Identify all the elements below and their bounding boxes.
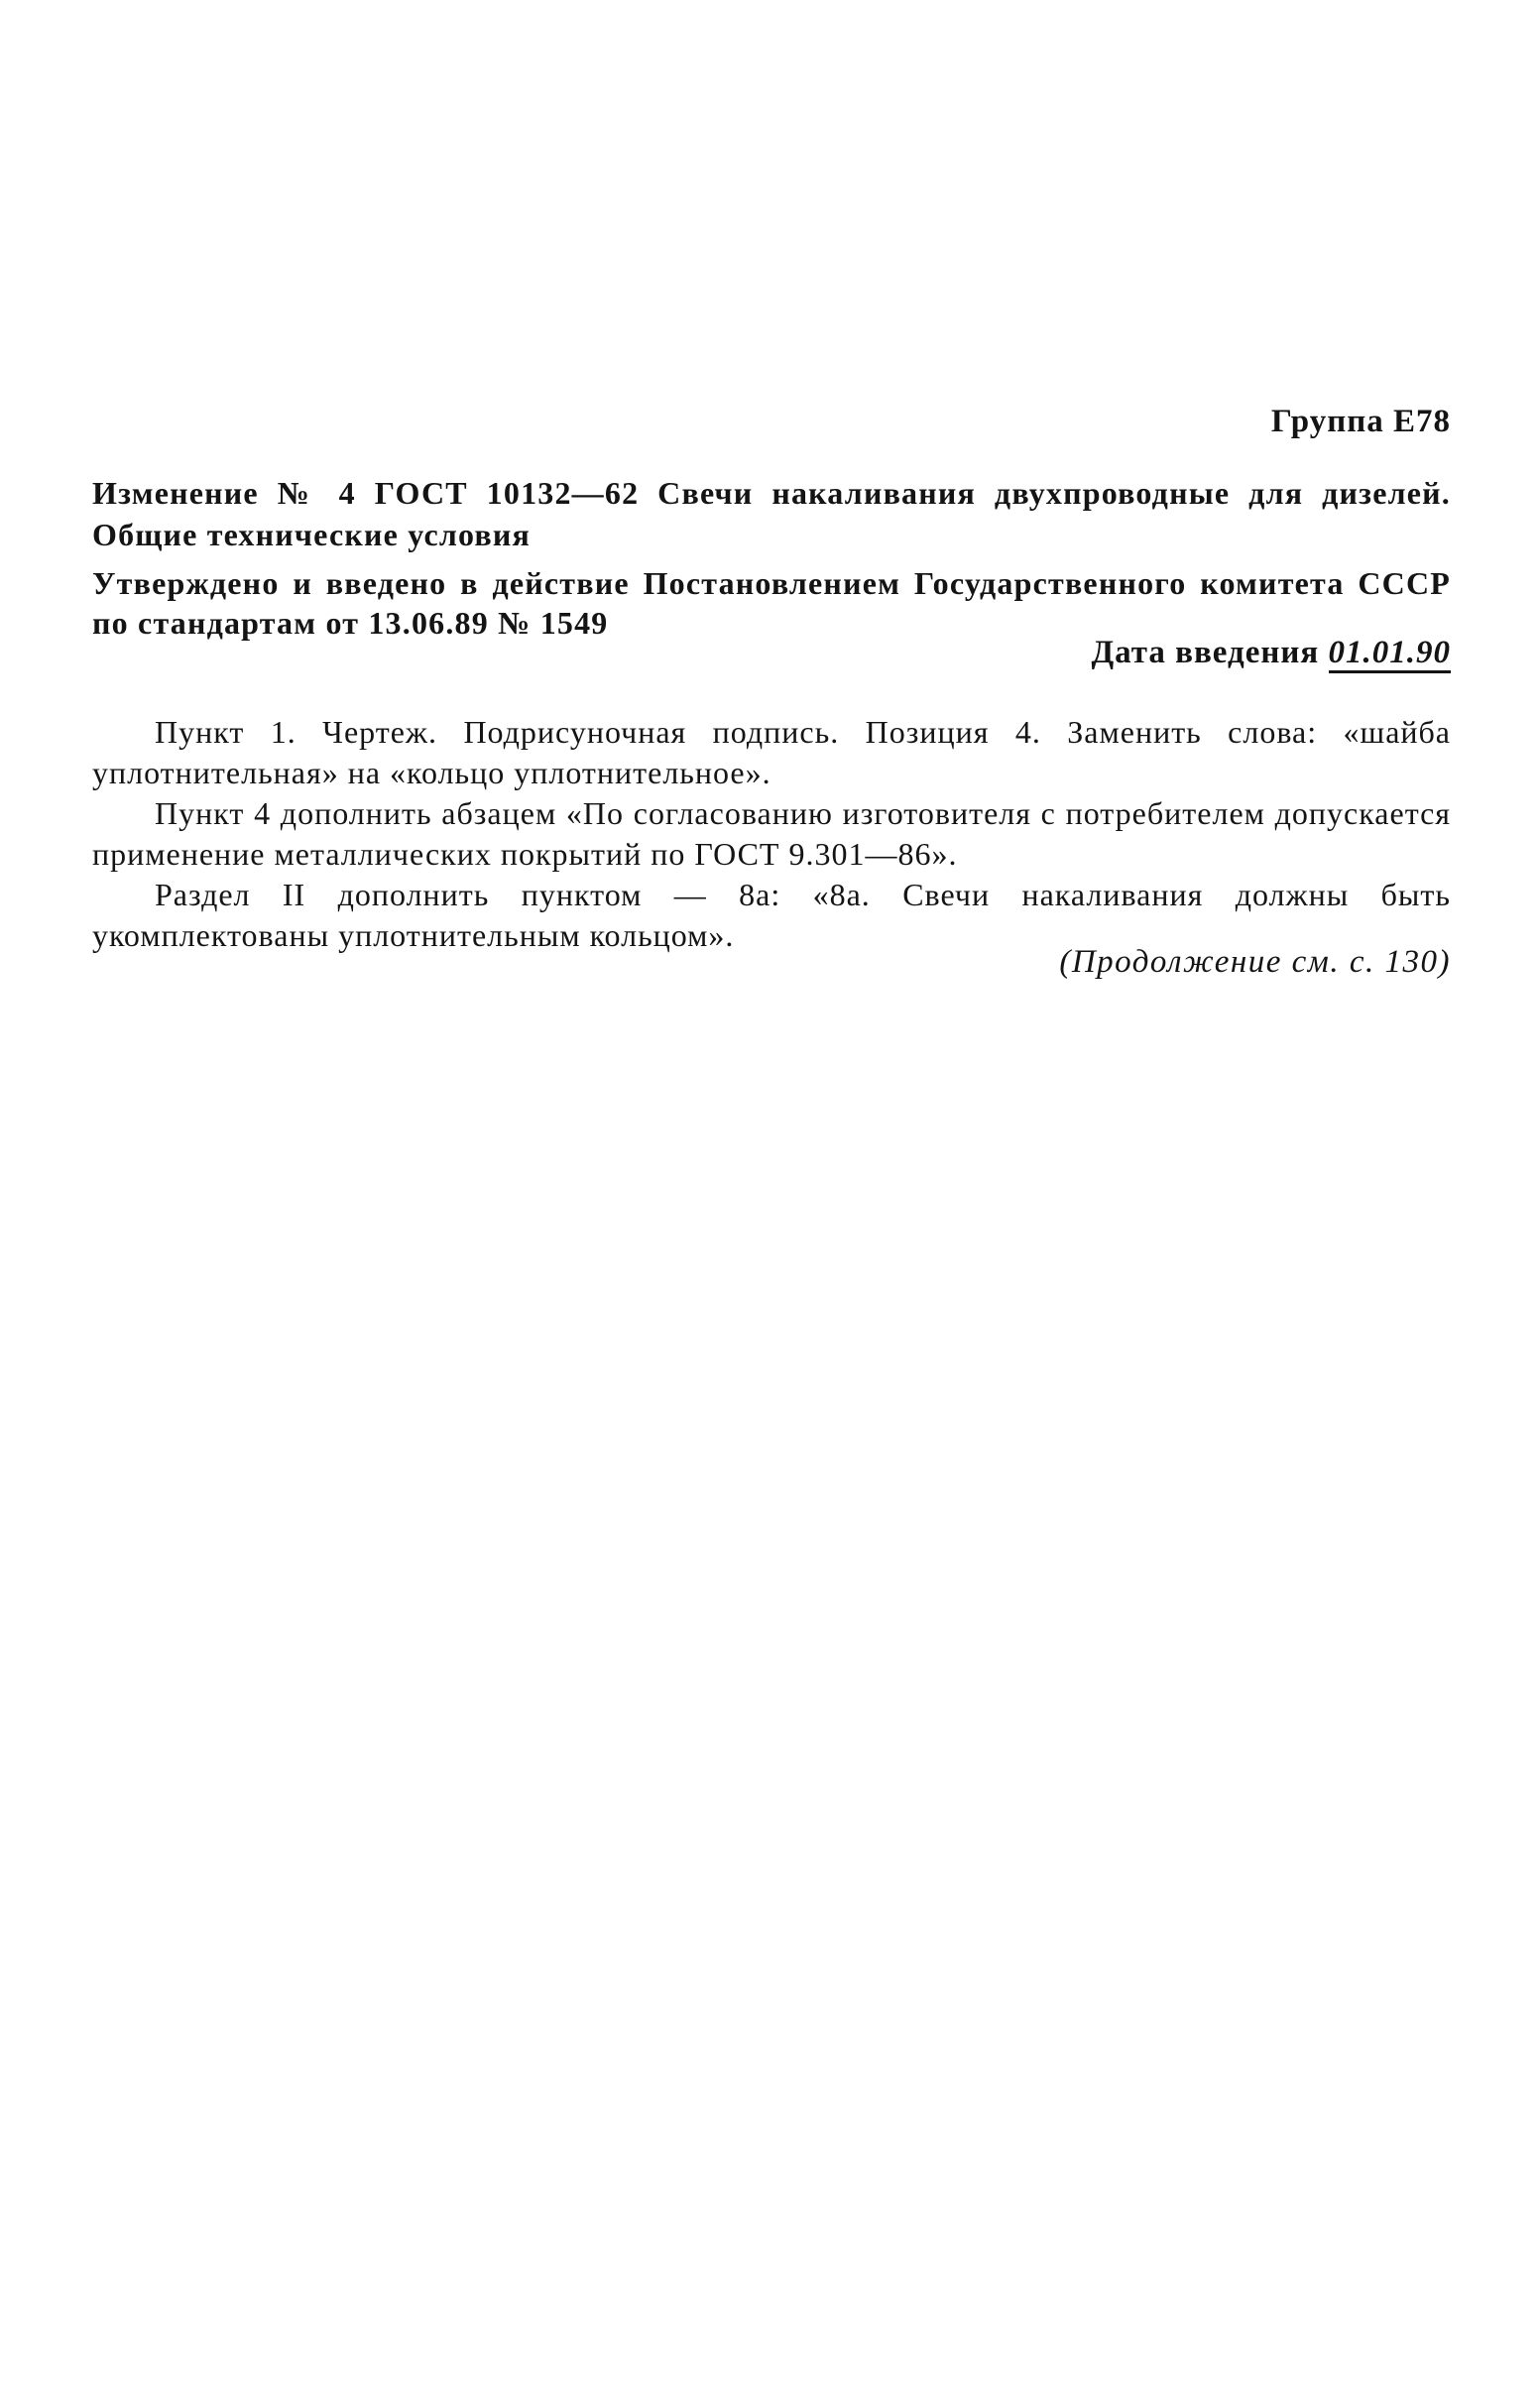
introduction-date [1091,635,1451,673]
approval-prefix: Утверждено и введено в действие [92,565,630,601]
continuation-note: (Продолжение см. с. 130) [1059,944,1451,980]
approval-text: Постановлением Государственного комитета СССР по стандартам от 13.06.89 № 1549 [92,565,1452,641]
amendment-title: Изменение № 4 ГОСТ 10132—62 Свечи накаливания двухпроводные для дизелей. Общие технические условия [92,475,1451,552]
paragraph: Раздел II дополнить пунктом — 8а: «8а. Свечи накаливания должны быть укомплектованы уплотнительным кольцом». [92,877,1451,953]
paragraph: Пункт 1. Чертеж. Подрисуночная подпись. Позиция 4. Заменить слова: «шайба уплотнительная» на «кольцо уплотнительное». [92,714,1451,790]
approval-statement [92,563,1451,643]
paragraph: Пункт 4 дополнить абзацем «По согласованию изготовителя с потребителем допускается применение металлических покрытий по ГОСТ 9.301—86». [92,795,1451,872]
amendment-body [92,712,1451,956]
introduction-date-label: Дата введения [1091,635,1320,670]
group-code: Группа Е78 [1270,404,1451,439]
introduction-date-value: 01.01.90 [1329,635,1452,673]
